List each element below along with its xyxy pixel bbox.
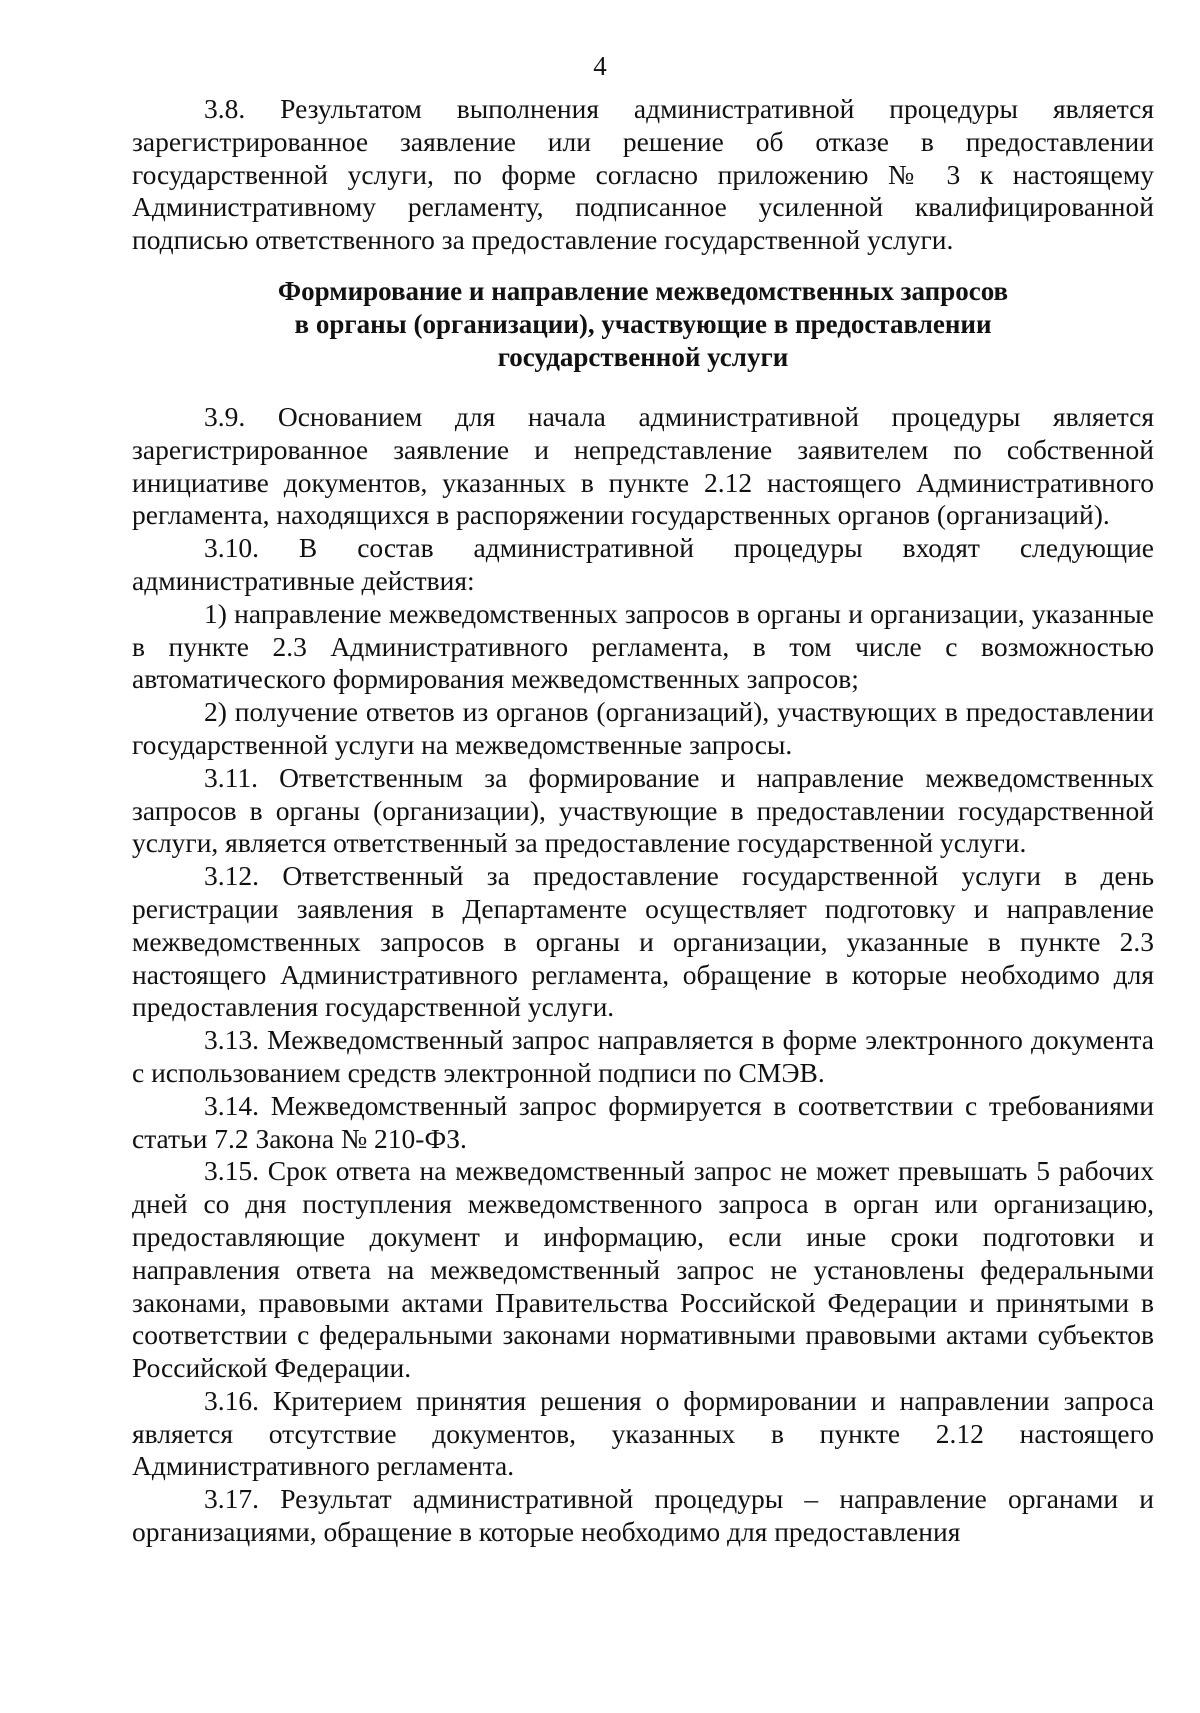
paragraph-3-14: 3.14. Межведомственный запрос формируется в соответствии с требованиями статьи 7.2 Закона № 210-ФЗ. [132,1089,1154,1154]
document-body [132,93,1154,1549]
paragraph-3-12: 3.12. Ответственный за предоставление государственной услуги в день регистрации заявления в Департаменте осуществляет подготовку и направление межведомственных запросов в органы и организации, указанные в пункте 2.3 настоящего Административного регламента, обращение в которые необходимо для предоставления государственной услуги. [132,860,1154,1023]
list-item-2: 2) получение ответов из органов (организаций), участвующих в предоставлении государственной услуги на межведомственные запросы. [132,696,1154,760]
paragraph-3-9: 3.9. Основанием для начала административной процедуры является зарегистрированное заявление и непредставление заявителем по собственной инициативе документов, указанных в пункте 2.12 настоящего Административного регламента, находящихся в распоряжении государственных органов (организаций). [132,400,1154,531]
paragraph-3-10: 3.10. В состав административной процедуры входят следующие административные действия: [132,532,1154,596]
paragraph-3-17: 3.17. Результат административной процедуры – направление органами и организациями, обращение в которые необходимо для предоставления [132,1483,1154,1548]
paragraph-3-11: 3.11. Ответственным за формирование и направление межведомственных запросов в органы (организации), участвующие в предоставлении государственной услуги, является ответственный за предоставление государственной услуги. [132,761,1154,859]
paragraph-3-8: 3.8. Результатом выполнения административной процедуры является зарегистрированное заявление или решение об отказе в предоставлении государственной услуги, по форме согласно приложению № 3 к настоящему Административному регламенту, подписанное усиленной квалифицированной подписью ответственного за предоставление государственной услуги. [132,93,1154,256]
list-item-1: 1) направление межведомственных запросов в органы и организации, указанные в пункте 2.3 Административного регламента, в том числе с возможностью автоматического формирования межведомственных запросов; [132,597,1154,695]
section-heading [132,275,1154,374]
paragraph-3-13: 3.13. Межведомственный запрос направляется в форме электронного документа с использованием средств электронной подписи по СМЭВ. [132,1024,1154,1088]
section-heading-line-1: Формирование и направление межведомственных запросов [277,275,1009,306]
section-heading-line-2: в органы (организации), участвующие в предоставлении [294,308,992,339]
page-number: 4 [593,51,607,81]
paragraph-3-16: 3.16. Критерием принятия решения о формировании и направлении запроса является отсутствие документов, указанных в пункте 2.12 настоящего Административного регламента. [132,1384,1154,1482]
paragraph-3-15: 3.15. Срок ответа на межведомственный запрос не может превышать 5 рабочих дней со дня поступления межведомственного запроса в орган или организацию, предоставляющие документ и информацию, если иные сроки подготовки и направления ответа на межведомственный запрос не установлены федеральными законами, правовыми актами Правительства Российской Федерации и принятыми в соответствии с федеральными законами нормативными правовыми актами субъектов Российской Федерации. [132,1155,1154,1384]
section-heading-line-3: государственной услуги [497,341,789,372]
